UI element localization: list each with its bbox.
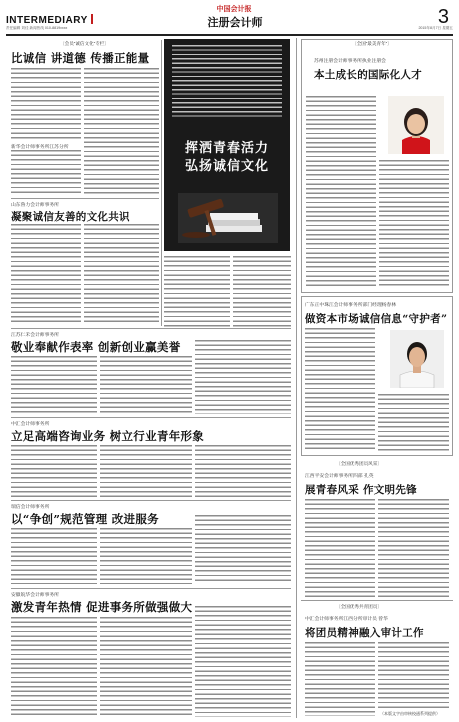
article-body	[11, 150, 81, 194]
masthead	[6, 4, 453, 34]
article-body	[11, 528, 97, 584]
article-body	[305, 499, 375, 597]
article-body	[306, 96, 376, 288]
feature-headline-line1: 挥洒青春活力	[184, 141, 269, 156]
article-tag: 〔全国优秀团员风采〕	[336, 461, 382, 466]
divider	[11, 328, 291, 329]
article-body	[100, 528, 192, 584]
article-headline: 做资本市场诚信信息“守护者”	[305, 313, 448, 325]
article-kicker: 中汇会计师事务所江西分所审计员 曾华	[305, 617, 388, 622]
article-body	[11, 356, 97, 414]
article-kicker: 苏州注册会计师事务所执业注册会	[314, 59, 386, 64]
article-kicker: 广东正中珠江会计师事务所部门经理杨春林	[305, 303, 397, 308]
article-body	[100, 617, 192, 717]
portrait-photo-woman	[388, 96, 444, 154]
article-body	[195, 515, 291, 584]
article-headline: 比诚信 讲道德 传播正能量	[11, 51, 150, 65]
article-headline: 敬业奉献作表率 创新创业赢美誉	[11, 340, 181, 354]
article-headline: 将团员精神融入审计工作	[305, 627, 424, 639]
article-body	[11, 224, 81, 322]
article-headline: 本土成长的国际化人才	[314, 69, 422, 81]
gavel-image	[178, 193, 278, 243]
footer-note: （本版文字由审核校通系列提供）	[380, 711, 440, 716]
article-body	[11, 617, 97, 717]
article-body	[378, 642, 449, 708]
article-tag: 〔全国“最美青年”〕	[352, 41, 392, 46]
article-kicker: 江苏仁禾会计师事务所	[11, 333, 59, 338]
article-body	[378, 394, 449, 452]
article-body	[11, 68, 81, 140]
article-tag: 〔会员“诚信文化”专栏〕	[60, 41, 109, 46]
article-body	[379, 160, 449, 288]
divider	[11, 588, 291, 589]
article-headline: 以“争创”规范管理 改进服务	[11, 512, 159, 526]
article-kicker: 新华会计师事务所江苏分所	[11, 145, 69, 150]
article-body	[11, 445, 97, 497]
page-number: 3	[437, 6, 449, 28]
article-body	[305, 642, 375, 716]
editor-meta: 责任编辑 刘佳 新闻热线 010-8819xxxx	[6, 26, 68, 30]
divider	[11, 500, 291, 501]
article-kicker: 山东鲁力会计师事务所	[11, 203, 59, 208]
article-body	[233, 256, 291, 328]
paper-title: 中国会计报	[216, 4, 252, 13]
masthead-rule	[6, 34, 453, 36]
divider	[11, 198, 159, 199]
article-body	[84, 68, 159, 194]
article-kicker: 江西平安会计师事务所四部 孔英	[305, 474, 374, 479]
divider	[301, 600, 453, 601]
article-body	[195, 606, 291, 717]
article-kicker: 安徽皖华会计师事务所	[11, 593, 59, 598]
article-body	[84, 224, 159, 322]
article-body	[164, 256, 230, 328]
article-tag: 〔全国优秀共青团员〕	[336, 604, 382, 609]
feature-body	[172, 45, 282, 119]
article-body	[305, 328, 375, 452]
supplement-title: 注册会计师	[207, 16, 263, 29]
article-headline: 激发青年热情 促进事务所做强做大	[11, 600, 193, 614]
article-body	[195, 340, 291, 414]
article-body	[378, 499, 449, 597]
article-headline: 立足高端咨询业务 树立行业青年形象	[11, 429, 205, 443]
article-kicker: 瑞信会计师事务所	[11, 505, 50, 510]
article-body	[195, 445, 291, 497]
date-meta: 2015年8月7日 星期五	[418, 26, 453, 30]
article-headline: 展青春风采 作文明先锋	[305, 484, 417, 496]
column-divider	[161, 40, 162, 326]
article-body	[100, 356, 192, 414]
article-kicker: 中汇会计师事务所	[11, 422, 50, 427]
divider	[11, 417, 291, 418]
section-label: INTERMEDIARY	[6, 14, 93, 26]
column-divider	[296, 38, 297, 718]
feature-headline-line2: 弘扬诚信文化	[184, 159, 269, 174]
article-headline: 凝聚诚信友善的文化共识	[11, 211, 130, 223]
feature-box	[164, 39, 290, 251]
portrait-photo-man	[390, 330, 444, 388]
article-body	[100, 445, 192, 497]
